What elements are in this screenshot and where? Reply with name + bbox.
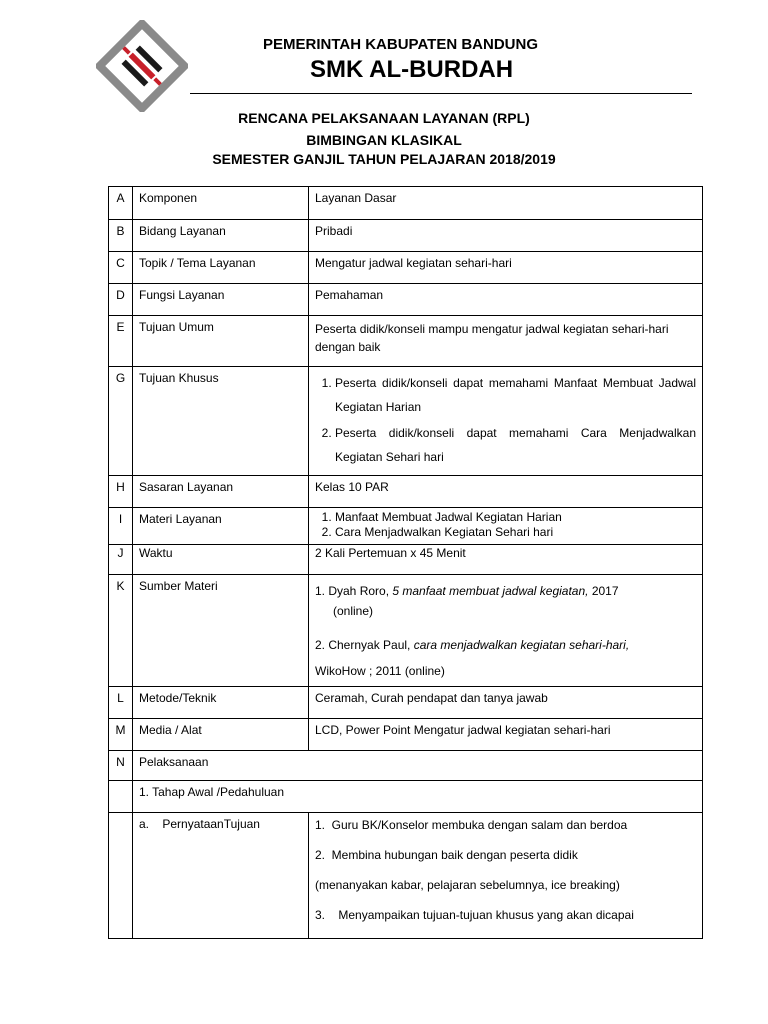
row-code [109, 781, 133, 813]
table-row [109, 508, 703, 545]
row-value: LCD, Power Point Mengatur jadwal kegiatan sehari-hari [309, 719, 703, 751]
row-code: H [109, 476, 133, 508]
row-code: A [109, 187, 133, 220]
table-row [109, 316, 703, 367]
row-value [309, 813, 703, 939]
row-value: Pemahaman [309, 284, 703, 316]
step-1: 1. Guru BK/Konselor membuka dengan salam dan berdoa [315, 818, 628, 832]
row-value: Peserta didik/konseli mampu mengatur jadwal kegiatan sehari-hari dengan baik [309, 316, 703, 367]
row-code [109, 813, 133, 939]
row-code: L [109, 687, 133, 719]
row-code: K [109, 575, 133, 687]
row-code: B [109, 220, 133, 252]
document-semester: SEMESTER GANJIL TAHUN PELAJARAN 2018/2019 [212, 151, 556, 167]
document-title: RENCANA PELAKSANAAN LAYANAN (RPL) [238, 110, 530, 126]
row-code: M [109, 719, 133, 751]
header-divider [190, 93, 692, 94]
list-item: 1. Peserta didik/konseli dapat memahami Manfaat Membuat Jadwal Kegiatan Harian [335, 371, 696, 419]
list-item: 2. Cara Menjadwalkan Kegiatan Sehari hari [335, 525, 696, 540]
source-2-title: cara menjadwalkan kegiatan sehari-hari, [413, 638, 630, 652]
row-code: E [109, 316, 133, 367]
table-row [109, 252, 703, 284]
row-value [309, 508, 703, 545]
table-row [109, 575, 703, 687]
row-value: Pribadi [309, 220, 703, 252]
row-label: Media / Alat [133, 719, 309, 751]
source-1-title: 5 manfaat membuat jadwal kegiatan, [392, 584, 589, 598]
row-label: Waktu [133, 545, 309, 575]
row-label: Metode/Teknik [133, 687, 309, 719]
table-row [109, 187, 703, 220]
row-code: N [109, 751, 133, 781]
school-name: SMK AL-BURDAH [310, 56, 514, 83]
row-label: Fungsi Layanan [133, 284, 309, 316]
source-2: 2. Chernyak Paul, cara menjadwalkan kegiatan sehari-hari, [315, 638, 630, 652]
table-row [109, 284, 703, 316]
sub-stage-label: a. PernyataanTujuan [133, 813, 309, 939]
row-label: Sumber Materi [133, 575, 309, 687]
table-row [109, 367, 703, 476]
row-code: J [109, 545, 133, 575]
row-code: C [109, 252, 133, 284]
row-code: I [109, 508, 133, 545]
rpl-table [108, 186, 703, 939]
table-row [109, 781, 703, 813]
material-list [315, 510, 696, 540]
table-row [109, 545, 703, 575]
table-row [109, 220, 703, 252]
source-1-note: (online) [333, 604, 374, 618]
table-row [109, 813, 703, 939]
document-subtitle: BIMBINGAN KLASIKAL [306, 132, 462, 148]
row-code: G [109, 367, 133, 476]
school-logo [96, 20, 188, 112]
row-value: Kelas 10 PAR [309, 476, 703, 508]
table-row [109, 751, 703, 781]
row-label: Topik / Tema Layanan [133, 252, 309, 284]
row-label: Pelaksanaan [133, 751, 703, 781]
step-3: 3. Menyampaikan tujuan-tujuan khusus yang akan dicapai [315, 908, 634, 922]
row-value [309, 575, 703, 687]
table-row [109, 719, 703, 751]
row-value: Ceramah, Curah pendapat dan tanya jawab [309, 687, 703, 719]
row-value [309, 367, 703, 476]
source-1: 1. Dyah Roro, 5 manfaat membuat jadwal kegiatan, 2017 [315, 584, 619, 598]
list-item: 1. Manfaat Membuat Jadwal Kegiatan Harian [335, 510, 696, 525]
row-value: Layanan Dasar [309, 187, 703, 220]
source-2-publisher: WikoHow ; 2011 (online) [315, 664, 445, 678]
government-name: PEMERINTAH KABUPATEN BANDUNG [263, 36, 538, 53]
table-row [109, 687, 703, 719]
step-2-note: (menanyakan kabar, pelajaran sebelumnya, ice breaking) [315, 878, 620, 892]
specific-goals-list [315, 371, 696, 469]
row-value: Mengatur jadwal kegiatan sehari-hari [309, 252, 703, 284]
stage-title: 1. Tahap Awal /Pedahuluan [133, 781, 703, 813]
row-label: Materi Layanan [133, 508, 309, 545]
list-item: 2. Peserta didik/konseli dapat memahami Cara Menjadwalkan Kegiatan Sehari hari [335, 421, 696, 469]
row-value: 2 Kali Pertemuan x 45 Menit [309, 545, 703, 575]
row-label: Komponen [133, 187, 309, 220]
row-code: D [109, 284, 133, 316]
row-label: Tujuan Umum [133, 316, 309, 367]
row-label: Sasaran Layanan [133, 476, 309, 508]
row-label: Tujuan Khusus [133, 367, 309, 476]
row-label: Bidang Layanan [133, 220, 309, 252]
table-row [109, 476, 703, 508]
step-2: 2. Membina hubungan baik dengan peserta didik [315, 848, 578, 862]
